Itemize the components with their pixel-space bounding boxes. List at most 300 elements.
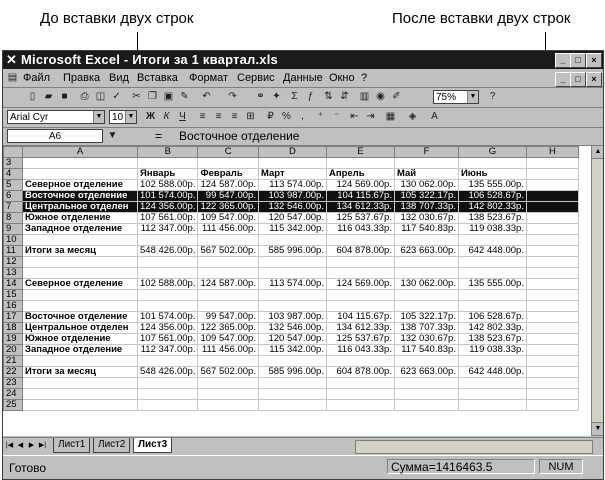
cell[interactable]: 132 030.67р. <box>394 334 458 345</box>
cell[interactable] <box>198 378 258 389</box>
cell[interactable] <box>198 290 258 301</box>
italic-button[interactable]: К <box>163 111 170 122</box>
tab-sheet2[interactable]: Лист2 <box>93 438 130 453</box>
row-header[interactable]: 16 <box>4 301 23 312</box>
cell[interactable]: 119 038.33р. <box>458 345 526 356</box>
menu-insert[interactable]: Вставка <box>137 72 178 84</box>
cell[interactable] <box>394 356 458 367</box>
cell[interactable] <box>326 268 394 279</box>
cell[interactable]: 604 878.00р. <box>326 367 394 378</box>
cell[interactable] <box>526 169 578 180</box>
tab-sheet3[interactable]: Лист3 <box>133 438 172 453</box>
row-header[interactable]: 20 <box>4 345 23 356</box>
paste-icon[interactable]: ▣ <box>163 91 174 102</box>
cell[interactable]: 124 356.00р. <box>138 202 198 213</box>
increase-decimal-icon[interactable]: ⁺ <box>317 111 324 122</box>
cell[interactable]: 106 528.67р. <box>458 191 526 202</box>
cell[interactable] <box>394 290 458 301</box>
cell[interactable]: 567 502.00р. <box>198 246 258 257</box>
row-header[interactable]: 12 <box>4 257 23 268</box>
cell[interactable] <box>258 235 326 246</box>
cell[interactable] <box>258 389 326 400</box>
row-header[interactable]: 25 <box>4 400 23 411</box>
cell[interactable] <box>258 356 326 367</box>
doc-minimize-button[interactable]: _ <box>555 72 571 87</box>
hyperlink-icon[interactable]: ⚭ <box>256 91 265 102</box>
col-header-d[interactable]: D <box>258 147 326 158</box>
cell[interactable]: 567 502.00р. <box>198 367 258 378</box>
menu-view[interactable]: Вид <box>109 72 129 84</box>
col-header-h[interactable]: H <box>526 147 578 158</box>
select-all-corner[interactable] <box>4 147 23 158</box>
cell[interactable] <box>526 334 578 345</box>
cell[interactable]: 106 528.67р. <box>458 312 526 323</box>
cell[interactable] <box>526 279 578 290</box>
cell[interactable] <box>458 290 526 301</box>
cell[interactable]: Февраль <box>198 169 258 180</box>
row-header[interactable]: 15 <box>4 290 23 301</box>
cell[interactable]: 124 587.00р. <box>198 279 258 290</box>
scroll-down-icon[interactable]: ▼ <box>592 422 604 436</box>
cell[interactable] <box>138 235 198 246</box>
cell[interactable] <box>526 202 578 213</box>
worksheet-grid[interactable] <box>3 146 591 436</box>
cell[interactable]: 111 456.00р. <box>198 224 258 235</box>
cell[interactable]: 124 587.00р. <box>198 180 258 191</box>
name-box[interactable]: A6 <box>7 129 103 143</box>
cell[interactable]: 101 574.00р. <box>138 191 198 202</box>
cell[interactable] <box>526 224 578 235</box>
cell[interactable] <box>526 323 578 334</box>
cell[interactable] <box>258 158 326 169</box>
cell[interactable]: 125 537.67р. <box>326 213 394 224</box>
cell[interactable]: 124 569.00р. <box>326 180 394 191</box>
cell[interactable]: 105 322.17р. <box>394 191 458 202</box>
row-header[interactable]: 18 <box>4 323 23 334</box>
cell[interactable] <box>458 301 526 312</box>
cell[interactable] <box>326 235 394 246</box>
web-icon[interactable]: ✦ <box>272 91 281 102</box>
office-assistant-icon[interactable]: ? <box>489 91 496 102</box>
row-header[interactable]: 22 <box>4 367 23 378</box>
cell[interactable]: 102 588.00р. <box>138 180 198 191</box>
cell[interactable]: 111 456.00р. <box>198 345 258 356</box>
cell[interactable]: 124 569.00р. <box>326 279 394 290</box>
print-icon[interactable]: ⎙ <box>80 91 89 102</box>
cell[interactable]: Июнь <box>458 169 526 180</box>
cell[interactable]: 138 523.67р. <box>458 334 526 345</box>
cell[interactable] <box>526 301 578 312</box>
cell[interactable]: 117 540.83р. <box>394 224 458 235</box>
cell[interactable]: 104 115.67р. <box>326 191 394 202</box>
font-color-icon[interactable]: A <box>431 111 438 122</box>
cell[interactable]: Северное отделение <box>23 180 138 191</box>
doc-restore-button[interactable]: □ <box>570 72 586 87</box>
cell[interactable] <box>138 389 198 400</box>
col-header-e[interactable]: E <box>326 147 394 158</box>
cell[interactable] <box>138 290 198 301</box>
row-header[interactable]: 17 <box>4 312 23 323</box>
cell[interactable]: 104 115.67р. <box>326 312 394 323</box>
cell[interactable]: 138 707.33р. <box>394 323 458 334</box>
menu-tools[interactable]: Сервис <box>237 72 275 84</box>
cell[interactable] <box>198 400 258 411</box>
doc-close-button[interactable]: × <box>586 72 602 87</box>
cell[interactable]: 99 547.00р. <box>198 191 258 202</box>
cell[interactable] <box>394 268 458 279</box>
spelling-icon[interactable]: ✓ <box>112 91 121 102</box>
edit-formula-button[interactable]: = <box>155 129 163 143</box>
formula-input[interactable]: Восточное отделение <box>179 129 300 143</box>
cell[interactable] <box>198 356 258 367</box>
cell[interactable]: 116 043.33р. <box>326 345 394 356</box>
cell[interactable]: 107 561.00р. <box>138 334 198 345</box>
cell[interactable] <box>23 235 138 246</box>
cell[interactable]: 132 546.00р. <box>258 202 326 213</box>
row-header[interactable]: 7 <box>4 202 23 213</box>
cell[interactable] <box>458 389 526 400</box>
row-header[interactable]: 24 <box>4 389 23 400</box>
cell[interactable] <box>526 400 578 411</box>
cell[interactable] <box>526 158 578 169</box>
row-header[interactable]: 11 <box>4 246 23 257</box>
cell[interactable]: 122 365.00р. <box>198 323 258 334</box>
tab-sheet1[interactable]: Лист1 <box>53 438 90 453</box>
row-header[interactable]: 8 <box>4 213 23 224</box>
font-size-dropdown-icon[interactable]: ▼ <box>125 111 136 123</box>
cell[interactable] <box>23 257 138 268</box>
drawing-icon[interactable]: ✐ <box>392 91 401 102</box>
next-sheet-icon[interactable]: ▶ <box>28 442 35 449</box>
menu-data[interactable]: Данные <box>283 72 323 84</box>
cell[interactable]: 115 342.00р. <box>258 224 326 235</box>
autosum-icon[interactable]: Σ <box>291 91 298 102</box>
cell[interactable]: 109 547.00р. <box>198 334 258 345</box>
format-painter-icon[interactable]: ✎ <box>180 91 189 102</box>
cell[interactable]: 102 588.00р. <box>138 279 198 290</box>
cell[interactable]: 142 802.33р. <box>458 323 526 334</box>
sort-asc-icon[interactable]: ⇅ <box>324 91 333 102</box>
cell[interactable] <box>326 301 394 312</box>
table-row <box>4 323 579 334</box>
chart-wizard-icon[interactable]: ▥ <box>359 91 370 102</box>
borders-icon[interactable]: ▦ <box>385 111 396 122</box>
cell[interactable]: 132 546.00р. <box>258 323 326 334</box>
cell[interactable] <box>138 268 198 279</box>
sort-desc-icon[interactable]: ⇵ <box>340 91 349 102</box>
menu-window[interactable]: Окно <box>329 72 355 84</box>
row-header[interactable]: 10 <box>4 235 23 246</box>
row-header[interactable]: 19 <box>4 334 23 345</box>
font-size-select[interactable] <box>109 110 137 124</box>
cell[interactable] <box>326 290 394 301</box>
cell[interactable]: 116 043.33р. <box>326 224 394 235</box>
cell[interactable]: 642 448.00р. <box>458 246 526 257</box>
cell[interactable]: 122 365.00р. <box>198 202 258 213</box>
cell[interactable] <box>258 400 326 411</box>
cell[interactable] <box>198 235 258 246</box>
menu-file[interactable]: Файл <box>23 72 51 84</box>
maximize-button[interactable]: □ <box>570 53 586 68</box>
table-row <box>4 235 579 246</box>
scroll-up-icon[interactable]: ▲ <box>592 146 604 159</box>
cell[interactable]: Итоги за месяц <box>23 367 138 378</box>
cell[interactable] <box>394 257 458 268</box>
row-header[interactable]: 4 <box>4 169 23 180</box>
row-header[interactable]: 13 <box>4 268 23 279</box>
cell[interactable]: 130 062.00р. <box>394 279 458 290</box>
cell[interactable]: 134 612.33р. <box>326 323 394 334</box>
cell[interactable] <box>138 356 198 367</box>
cell[interactable]: 115 342.00р. <box>258 345 326 356</box>
cell[interactable]: Центральное отделен <box>23 323 138 334</box>
cell[interactable] <box>138 400 198 411</box>
function-icon[interactable]: ƒ <box>307 91 314 102</box>
cell[interactable] <box>394 158 458 169</box>
copy-icon[interactable]: ❐ <box>148 91 157 102</box>
col-header-c[interactable]: C <box>198 147 258 158</box>
cell-table[interactable] <box>3 146 579 411</box>
cell[interactable]: Апрель <box>326 169 394 180</box>
cell[interactable] <box>526 290 578 301</box>
first-sheet-icon[interactable]: |◀ <box>5 442 14 449</box>
cell[interactable] <box>526 235 578 246</box>
cell[interactable] <box>326 389 394 400</box>
cell[interactable] <box>198 257 258 268</box>
cell[interactable] <box>198 301 258 312</box>
menu-edit[interactable]: Правка <box>63 72 101 84</box>
underline-button[interactable]: Ч <box>179 111 186 122</box>
cell[interactable] <box>198 268 258 279</box>
cell[interactable]: Центральное отделен <box>23 202 138 213</box>
cell[interactable]: Западное отделение <box>23 345 138 356</box>
row-header[interactable]: 21 <box>4 356 23 367</box>
cell[interactable]: 132 030.67р. <box>394 213 458 224</box>
row-header[interactable]: 3 <box>4 158 23 169</box>
cell[interactable]: 585 996.00р. <box>258 246 326 257</box>
cell[interactable]: Восточное отделение <box>23 191 138 202</box>
cell[interactable]: 585 996.00р. <box>258 367 326 378</box>
cell[interactable] <box>526 389 578 400</box>
cell[interactable] <box>198 389 258 400</box>
row-header[interactable]: 6 <box>4 191 23 202</box>
cell[interactable]: 134 612.33р. <box>326 202 394 213</box>
cell[interactable]: 138 523.67р. <box>458 213 526 224</box>
cell[interactable] <box>394 301 458 312</box>
col-header-b[interactable]: B <box>138 147 198 158</box>
align-left-icon[interactable]: ≡ <box>199 111 206 122</box>
cell[interactable] <box>526 213 578 224</box>
cell[interactable] <box>326 257 394 268</box>
cell[interactable] <box>326 400 394 411</box>
cell[interactable] <box>526 367 578 378</box>
cell[interactable]: 135 555.00р. <box>458 279 526 290</box>
cell[interactable]: Итоги за месяц <box>23 246 138 257</box>
cell[interactable] <box>138 378 198 389</box>
menu-format[interactable]: Формат <box>189 72 229 84</box>
cell[interactable] <box>394 400 458 411</box>
cell[interactable]: 107 561.00р. <box>138 213 198 224</box>
cell[interactable] <box>138 158 198 169</box>
cell[interactable]: 642 448.00р. <box>458 367 526 378</box>
cell[interactable] <box>394 235 458 246</box>
cell[interactable]: Март <box>258 169 326 180</box>
zoom-select[interactable] <box>433 90 479 104</box>
cell[interactable] <box>526 268 578 279</box>
cell[interactable]: 120 547.00р. <box>258 213 326 224</box>
cell[interactable] <box>458 356 526 367</box>
cell[interactable] <box>258 257 326 268</box>
cell[interactable]: Северное отделение <box>23 279 138 290</box>
cell[interactable]: 117 540.83р. <box>394 345 458 356</box>
cell[interactable] <box>23 301 138 312</box>
cell[interactable]: 113 574.00р. <box>258 279 326 290</box>
cell[interactable] <box>526 345 578 356</box>
cell[interactable]: 113 574.00р. <box>258 180 326 191</box>
cell[interactable]: 112 347.00р. <box>138 345 198 356</box>
cell[interactable] <box>526 378 578 389</box>
cell[interactable] <box>458 158 526 169</box>
cell[interactable] <box>23 268 138 279</box>
cell[interactable]: 623 663.00р. <box>394 367 458 378</box>
vertical-scrollbar[interactable] <box>591 146 604 436</box>
cell[interactable] <box>138 257 198 268</box>
cell[interactable]: 120 547.00р. <box>258 334 326 345</box>
cell[interactable]: Январь <box>138 169 198 180</box>
cell[interactable]: 103 987.00р. <box>258 191 326 202</box>
cell[interactable]: 101 574.00р. <box>138 312 198 323</box>
excel-app-icon[interactable]: ✕ <box>6 52 17 67</box>
bold-button[interactable]: Ж <box>145 111 156 122</box>
col-header-g[interactable]: G <box>458 147 526 158</box>
comma-style-icon[interactable]: , <box>301 111 304 122</box>
prev-sheet-icon[interactable]: ◀ <box>17 442 24 449</box>
cell[interactable] <box>458 235 526 246</box>
cell[interactable]: 119 038.33р. <box>458 224 526 235</box>
cell[interactable] <box>258 290 326 301</box>
cell[interactable]: 130 062.00р. <box>394 180 458 191</box>
cell[interactable] <box>23 290 138 301</box>
cell[interactable]: 124 356.00р. <box>138 323 198 334</box>
cell[interactable] <box>526 191 578 202</box>
row-header[interactable]: 5 <box>4 180 23 191</box>
cell[interactable]: Восточное отделение <box>23 312 138 323</box>
cell[interactable] <box>526 356 578 367</box>
cell[interactable]: Южное отделение <box>23 334 138 345</box>
increase-indent-icon[interactable]: ⇥ <box>366 111 375 122</box>
cell[interactable] <box>23 378 138 389</box>
name-box-dropdown-icon[interactable]: ▼ <box>107 130 118 141</box>
cell[interactable]: 135 555.00р. <box>458 180 526 191</box>
cell[interactable] <box>258 301 326 312</box>
font-name-select[interactable] <box>7 110 105 124</box>
cell[interactable]: 548 426.00р. <box>138 246 198 257</box>
cell[interactable]: 623 663.00р. <box>394 246 458 257</box>
currency-icon[interactable]: ₽ <box>267 111 274 122</box>
decrease-decimal-icon[interactable]: ⁻ <box>333 111 340 122</box>
table-row <box>4 202 579 213</box>
cell[interactable] <box>458 268 526 279</box>
cell[interactable] <box>526 257 578 268</box>
row-header[interactable]: 14 <box>4 279 23 290</box>
cell[interactable] <box>458 400 526 411</box>
horizontal-scrollbar[interactable] <box>355 440 593 454</box>
map-icon[interactable]: ◉ <box>376 91 385 102</box>
fill-color-icon[interactable]: ◈ <box>408 111 417 122</box>
cell[interactable]: Май <box>394 169 458 180</box>
undo-icon[interactable]: ↶ <box>202 91 211 102</box>
cell[interactable]: 138 707.33р. <box>394 202 458 213</box>
cell[interactable] <box>458 257 526 268</box>
cell[interactable] <box>326 378 394 389</box>
title-bar[interactable] <box>3 51 603 69</box>
cell[interactable]: Западное отделение <box>23 224 138 235</box>
decrease-indent-icon[interactable]: ⇤ <box>350 111 359 122</box>
cell[interactable]: 105 322.17р. <box>394 312 458 323</box>
new-file-icon[interactable]: ▯ <box>29 91 36 102</box>
close-button[interactable]: × <box>586 53 602 68</box>
cell[interactable] <box>258 268 326 279</box>
cell[interactable]: 103 987.00р. <box>258 312 326 323</box>
cell[interactable] <box>394 389 458 400</box>
last-sheet-icon[interactable]: ▶| <box>38 442 47 449</box>
merge-center-icon[interactable]: ⊞ <box>246 111 255 122</box>
cell[interactable] <box>458 378 526 389</box>
cell[interactable] <box>23 389 138 400</box>
cell[interactable]: 109 547.00р. <box>198 213 258 224</box>
percent-button[interactable]: % <box>282 111 291 122</box>
row-header[interactable]: 23 <box>4 378 23 389</box>
cell[interactable] <box>258 378 326 389</box>
align-center-icon[interactable]: ≡ <box>215 111 222 122</box>
col-header-f[interactable]: F <box>394 147 458 158</box>
menu-help[interactable]: ? <box>361 72 368 84</box>
cell[interactable] <box>198 158 258 169</box>
cell[interactable]: 548 426.00р. <box>138 367 198 378</box>
col-header-a[interactable]: A <box>23 147 138 158</box>
cell[interactable] <box>23 400 138 411</box>
cell[interactable] <box>23 158 138 169</box>
cell[interactable]: 142 802.33р. <box>458 202 526 213</box>
status-bar <box>3 455 603 478</box>
cut-icon[interactable]: ✂ <box>132 91 141 102</box>
cell[interactable] <box>326 356 394 367</box>
cell[interactable] <box>23 356 138 367</box>
cell[interactable] <box>326 158 394 169</box>
save-icon[interactable]: ■ <box>61 91 68 102</box>
cell[interactable]: 604 878.00р. <box>326 246 394 257</box>
preview-icon[interactable]: ◫ <box>95 91 106 102</box>
document-icon[interactable]: ▤ <box>7 72 18 83</box>
font-name-dropdown-icon[interactable]: ▼ <box>93 111 104 123</box>
open-folder-icon[interactable]: ▰ <box>44 91 53 102</box>
row-header[interactable]: 9 <box>4 224 23 235</box>
cell[interactable] <box>138 301 198 312</box>
cell[interactable]: 125 537.67р. <box>326 334 394 345</box>
align-right-icon[interactable]: ≡ <box>231 111 238 122</box>
minimize-button[interactable]: _ <box>555 53 571 68</box>
cell[interactable]: 112 347.00р. <box>138 224 198 235</box>
cell[interactable]: 99 547.00р. <box>198 312 258 323</box>
cell[interactable] <box>526 312 578 323</box>
cell[interactable] <box>526 180 578 191</box>
zoom-dropdown-icon[interactable]: ▼ <box>467 91 478 103</box>
cell[interactable] <box>526 246 578 257</box>
cell[interactable] <box>23 169 138 180</box>
cell[interactable] <box>394 378 458 389</box>
cell[interactable]: Южное отделение <box>23 213 138 224</box>
redo-icon[interactable]: ↷ <box>228 91 237 102</box>
